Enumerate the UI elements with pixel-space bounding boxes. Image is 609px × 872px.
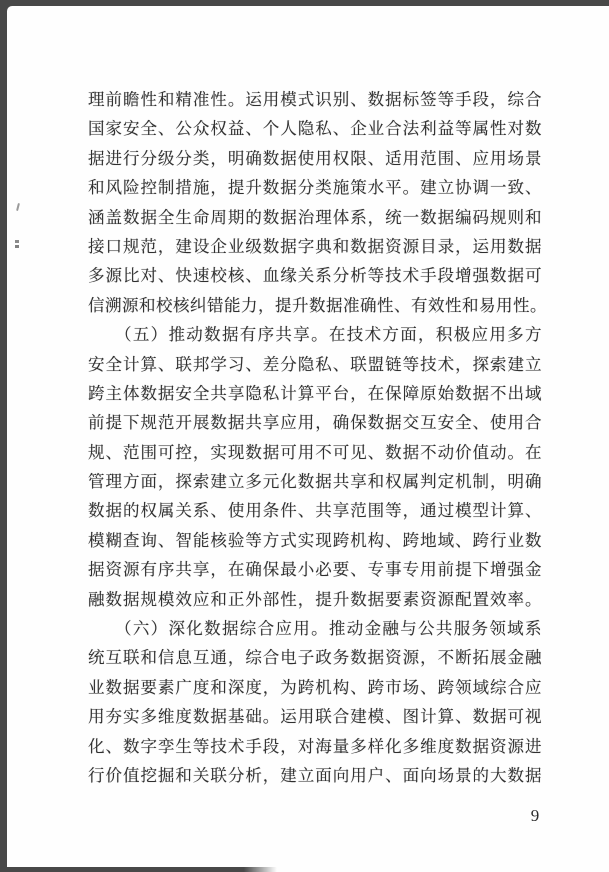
text-line: 涵盖数据全生命周期的数据治理体系，统一数据编码规则和: [88, 207, 542, 227]
paragraph-start-line: （五）推动数据有序共享。在技术方面，积极应用多方: [115, 325, 542, 345]
text-line: 融数据规模效应和正外部性，提升数据要素资源配置效率。: [88, 589, 542, 609]
text-line: 规、范围可控，实现数据可用不可见、数据不动价值动。在: [88, 442, 542, 462]
text-line: 行价值挖掘和关联分析，建立面向用户、面向场景的大数据: [88, 765, 542, 785]
text-line: 据进行分级分类，明确数据使用权限、适用范围、应用场景: [88, 148, 542, 168]
text-line: 国家安全、公众权益、个人隐私、企业合法利益等属性对数: [88, 119, 542, 139]
text-line: 统互联和信息互通，综合电子政务数据资源，不断拓展金融: [88, 648, 542, 668]
scan-artifact-icon: [15, 240, 19, 243]
text-line: 跨主体数据安全共享隐私计算平台，在保障原始数据不出域: [88, 383, 542, 403]
text-line: 前提下规范开展数据共享应用，确保数据交互安全、使用合: [88, 413, 542, 433]
paragraph-start-line: （六）深化数据综合应用。推动金融与公共服务领域系: [115, 619, 542, 639]
scan-artifact-icon: [16, 203, 20, 211]
body-text: [88, 85, 547, 790]
page-number: 9: [530, 806, 540, 825]
document-page: [7, 6, 609, 872]
text-line: 模糊查询、智能核验等方式实现跨机构、跨地域、跨行业数: [88, 530, 542, 550]
text-line: 业数据要素广度和深度，为跨机构、跨市场、跨领域综合应: [88, 677, 542, 697]
text-line: 管理方面，探索建立多元化数据共享和权属判定机制，明确: [88, 472, 542, 492]
text-line: 数据的权属关系、使用条件、共享范围等，通过模型计算、: [88, 501, 542, 521]
text-line: 据资源有序共享，在确保最小必要、专事专用前提下增强金: [88, 560, 542, 580]
text-line: 信溯源和校核纠错能力，提升数据准确性、有效性和易用性。: [88, 295, 547, 315]
text-line: 多源比对、快速校核、血缘关系分析等技术手段增强数据可: [88, 266, 542, 286]
text-line: 安全计算、联邦学习、差分隐私、联盟链等技术，探索建立: [88, 354, 542, 374]
scanner-edge-bottom: [0, 867, 277, 872]
text-line: 接口规范，建设企业级数据字典和数据资源目录，运用数据: [88, 236, 542, 256]
text-line: 理前瞻性和精准性。运用模式识别、数据标签等手段，综合: [88, 90, 542, 109]
text-line: 和风险控制措施，提升数据分类施策水平。建立协调一致、: [88, 178, 542, 198]
text-line: 化、数字孪生等技术手段，对海量多样化多维度数据资源进: [88, 736, 542, 756]
text-line: 用夯实多维度数据基础。运用联合建模、图计算、数据可视: [88, 707, 542, 727]
